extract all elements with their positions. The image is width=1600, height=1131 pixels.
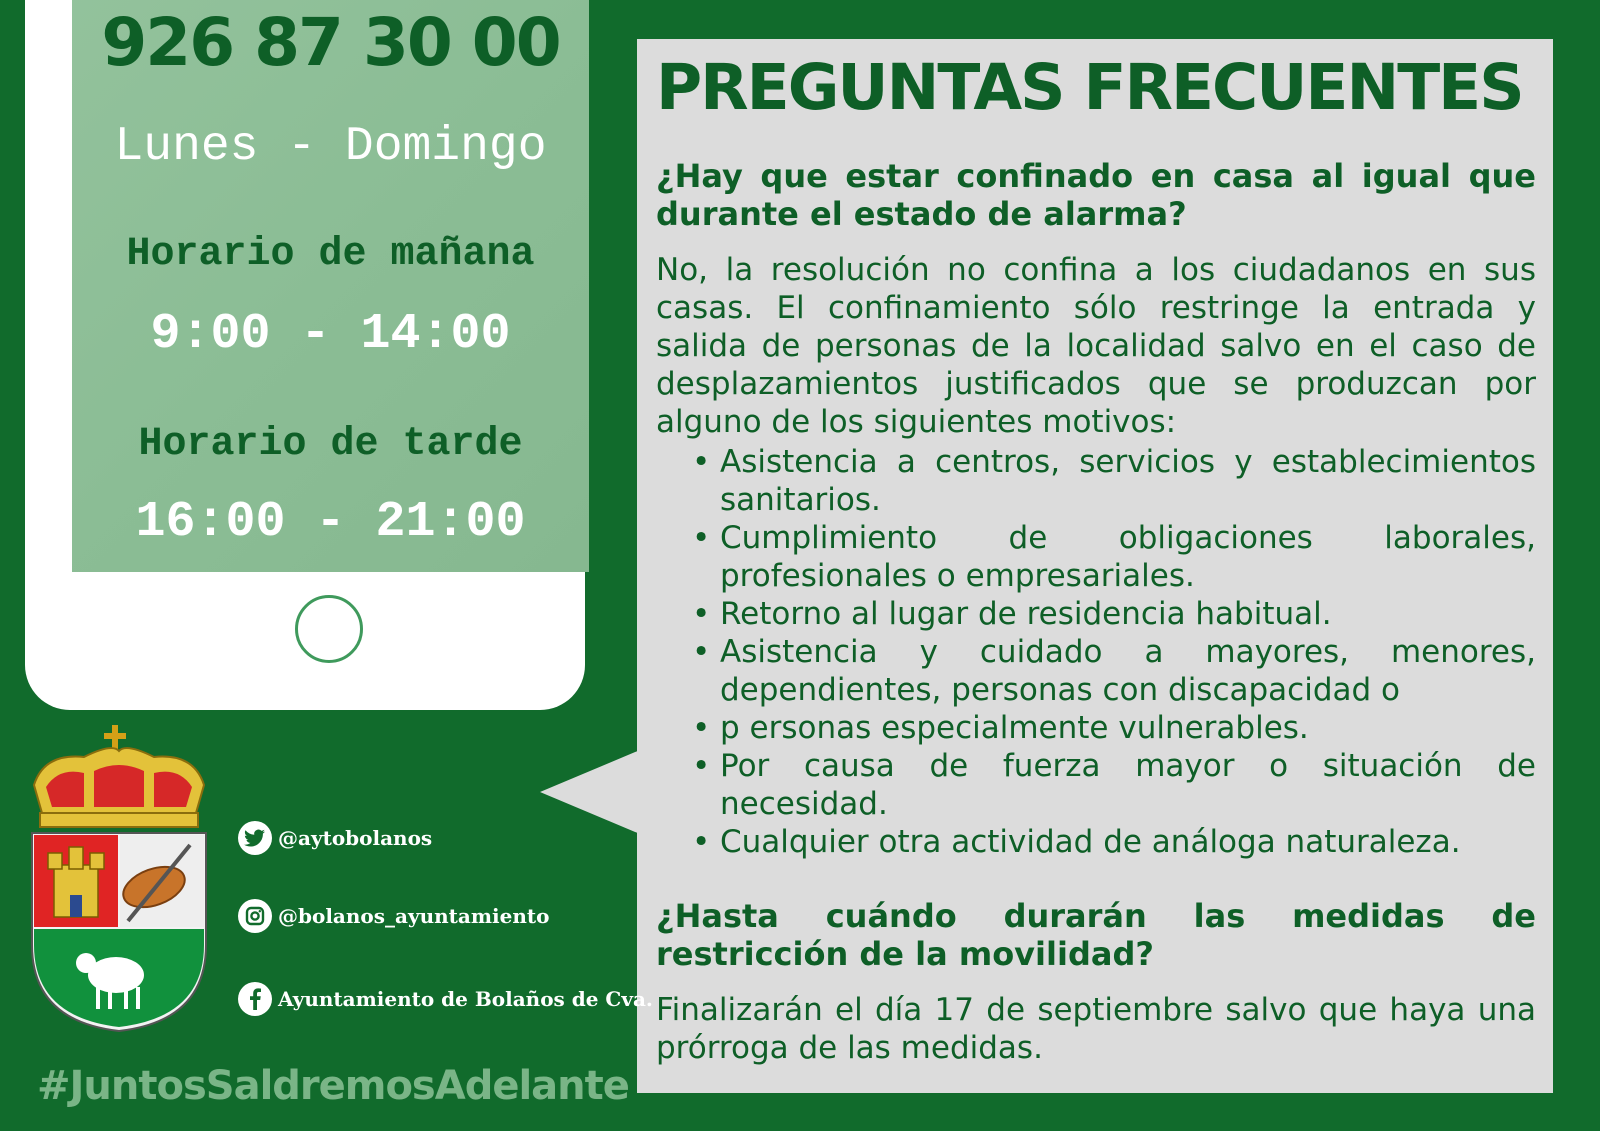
campaign-hashtag: #JuntosSaldremosAdelante [37,1063,629,1109]
coat-of-arms [24,725,214,1045]
evening-schedule-label: Horario de tarde [138,422,523,467]
list-item: • Asistencia a centros, servicios y establecimientos sanitarios. [720,443,1536,519]
list-item: • Cumplimiento de obligaciones laborales, profesionales o empresariales. [720,519,1536,595]
facebook-page-name: Ayuntamiento de Bolaños de Cva. [278,987,653,1011]
phone-graphic [25,0,585,710]
list-item: • Asistencia y cuidado a mayores, menores, dependientes, personas con discapacidad o [720,633,1536,709]
twitter-link[interactable] [238,821,432,855]
twitter-handle: @aytobolanos [278,826,433,850]
phone-number[interactable]: 926 87 30 00 [101,4,560,81]
evening-schedule-hours: 16:00 - 21:00 [135,494,526,551]
list-item: • Cualquier otra actividad de análoga naturaleza. [720,823,1536,861]
reasons-list [656,443,1536,861]
twitter-icon [238,821,272,855]
instagram-icon [238,899,272,933]
faq-answer-2: Finalizarán el día 17 de septiembre salvo que haya una prórroga de las medidas. [656,992,1536,1066]
list-item: • Retorno al lugar de residencia habitual. [720,595,1536,633]
list-item: • p ersonas especialmente vulnerables. [720,709,1536,747]
faq-panel [637,39,1553,1093]
list-item: • Por causa de fuerza mayor o situación de necesidad. [720,747,1536,823]
speech-pointer [540,750,640,834]
morning-schedule-hours: 9:00 - 14:00 [150,306,511,363]
facebook-link[interactable] [238,982,653,1016]
instagram-handle: @bolanos_ayuntamiento [278,904,550,928]
faq-title: PREGUNTAS FRECUENTES [656,51,1523,124]
home-button-icon [295,595,363,663]
facebook-icon [238,982,272,1016]
faq-question-2: ¿Hasta cuándo durarán las medidas de restricción de la movilidad? [656,897,1536,973]
phone-screen [72,0,589,572]
morning-schedule-label: Horario de mañana [126,232,535,277]
faq-answer-1: No, la resolución no confina a los ciudadanos en sus casas. El confinamiento sólo restringe la entrada y salida de personas de la localidad salvo en el caso de desplazamientos justificados que se produzcan por alguno de los siguientes motivos: [656,252,1536,440]
faq-question-1: ¿Hay que estar confinado en casa al igual que durante el estado de alarma? [656,157,1536,233]
days-label: Lunes - Domingo [114,120,547,174]
instagram-link[interactable] [238,899,549,933]
